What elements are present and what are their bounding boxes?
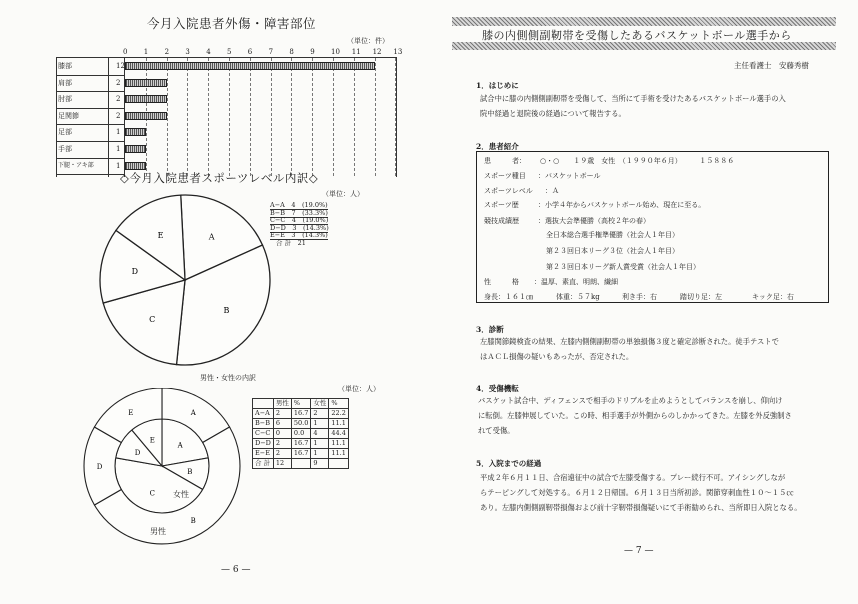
donut-outer-label: E [128, 408, 134, 417]
kick-foot: キック足：右 [752, 293, 794, 301]
bar-category-label: 膝部 [58, 62, 72, 70]
pie-slice-label: B [223, 305, 230, 315]
table-cell: 16.7 [291, 439, 310, 449]
table-cell: 女性 [311, 399, 329, 409]
donut-inner-label: 女性 [173, 490, 189, 499]
donut-inner-label: C [149, 489, 156, 498]
axis-tick: 11 [351, 48, 361, 56]
table-cell: 2 [311, 409, 329, 419]
title-band-top [452, 17, 836, 26]
table-cell: A−A [253, 409, 274, 419]
table-cell: C−C [253, 429, 274, 439]
axis-tick: 5 [227, 48, 232, 56]
table-cell [291, 459, 310, 469]
donut-inner-label: D [134, 448, 141, 457]
table-cell: 1 [311, 439, 329, 449]
level-value: ：Ａ [545, 187, 559, 195]
sports-table-row: C−C 4 (19.0%) [270, 216, 329, 224]
personality-label: 性 格 [484, 278, 519, 286]
table-cell: 50.0 [291, 419, 310, 429]
bar-category-label: 足部 [58, 128, 72, 137]
table-cell: 12 [273, 459, 291, 469]
donut-inner-label: B [187, 467, 193, 476]
results-2: 全日本総合選手権準優勝（社会人１年目） [546, 231, 679, 239]
takeoff-foot: 踏切り足：左 [680, 293, 722, 301]
bar [125, 112, 167, 120]
section-3-text [480, 334, 779, 364]
section-4-heading: 4．受傷機転 [476, 384, 519, 393]
s1-line-1: 試合中に膝の内側側副靭帯を受傷して、当所にて手術を受けたあるバスケットボール選手の入 [480, 94, 786, 103]
weight: 体重：５７kg [556, 293, 600, 301]
grid-line [354, 58, 355, 176]
grid-line [250, 58, 251, 176]
donut-inner-label: A [177, 441, 183, 450]
bar-value-label: 12 [116, 62, 125, 70]
s4-line-2: に転倒。左膝伸展していた。この時、相手選手が外側からのしかかってきた。左膝を外反強制さ [478, 411, 792, 420]
pie-slice-label: C [149, 315, 156, 325]
table-cell: D−D [253, 439, 274, 449]
sports-table-row: E−E 3 (14.3%) [270, 231, 328, 239]
bar-category-label: 手部 [58, 145, 72, 153]
table-cell: 6 [273, 419, 291, 429]
axis-tick: 10 [331, 48, 340, 56]
level-label: スポーツレベル [484, 187, 533, 195]
sport-label: スポーツ種目 [484, 172, 526, 180]
history-value: ：小学４年からバスケットボール始め、現在に至る。 [538, 201, 706, 209]
donut-outer-label: D [96, 463, 103, 471]
axis-tick: 0 [123, 48, 128, 56]
patient-info-box [476, 151, 829, 303]
bar-value-label: 2 [116, 78, 121, 87]
sport-value: ：バスケットボール [538, 172, 601, 180]
table-cell: B−B [253, 419, 274, 429]
history-label: スポーツ歴 [484, 201, 519, 209]
table-cell: 1 [311, 449, 329, 459]
results-label: 競技成績歴 [484, 217, 519, 225]
row-divider [56, 124, 124, 125]
table-cell: 9 [311, 459, 329, 469]
results-3: 第２３回日本リーグ３位（社会人１年目） [546, 247, 679, 255]
pie-slice-label: D [131, 267, 138, 277]
table-cell [329, 459, 348, 469]
row-divider [56, 174, 124, 175]
grid-line [187, 58, 188, 176]
table-cell: E−E [253, 449, 274, 459]
gender-table-row [253, 449, 349, 459]
s4-line-3: れて受傷。 [478, 426, 515, 435]
sports-level-title: ◇今月入院患者スポーツレベル内訳◇ [120, 171, 319, 185]
bar [125, 95, 167, 103]
section-5-text [480, 470, 802, 515]
sports-level-unit: （単位：人） [322, 190, 364, 198]
gender-table-row [253, 409, 349, 419]
gender-donut-chart [82, 388, 242, 548]
grid-line [208, 58, 209, 176]
s5-line-2: らテーピングして対処する。６月１２日帰国。６月１３日当所初診。関節穿刺血性１０〜１５㏄ [480, 488, 794, 497]
section-4-text [478, 393, 792, 438]
axis-tick: 3 [185, 48, 190, 56]
article-title: 膝の内側側副靭帯を受傷したあるバスケットボール選手から [482, 29, 792, 42]
s5-line-3: あり。左膝内側側副靭帯損傷および前十字靭帯損傷疑いにて手術勧められ、当所即日入院となる。 [480, 503, 802, 512]
axis-tick: 13 [393, 48, 403, 56]
section-1-text [480, 91, 786, 121]
bar [125, 62, 375, 70]
title-band-bottom [452, 42, 836, 50]
bar-category-label: 肩部 [58, 78, 72, 87]
row-divider [56, 141, 124, 142]
pie-slice-label: A [208, 232, 215, 242]
grid-line [312, 58, 313, 176]
injury-chart-unit: （単位：件） [347, 37, 389, 45]
section-2-heading: 2．患者紹介 [476, 142, 519, 151]
axis-tick: 8 [289, 48, 294, 56]
dominant-hand: 利き手：右 [622, 293, 657, 301]
pie-slice-label: E [157, 231, 164, 241]
table-cell: 44.4 [329, 429, 348, 439]
s5-line-1: 平成２年６月１１日、合宿遠征中の試合で左膝受傷する。プレー続行不可。アイシングしなが [480, 473, 786, 482]
table-cell: 0.0 [291, 429, 310, 439]
gender-table [252, 398, 349, 469]
table-cell: 16.7 [291, 409, 310, 419]
bar-category-label: 下腿・アキ部 [58, 161, 94, 169]
sports-table-row: B−B 7 (33.3%) [270, 208, 328, 217]
sports-level-pie [90, 190, 280, 370]
left-page-number: — 6 — [221, 565, 251, 575]
table-cell: 16.7 [291, 449, 310, 459]
axis-tick: 7 [268, 48, 274, 56]
sports-table-row: D−D 3 (14.3%) [270, 223, 329, 232]
right-page-number: — 7 — [624, 546, 654, 556]
author: 主任看護士 安藤秀樹 [734, 61, 809, 70]
results-1: ：選抜大会準優勝（高校２年の春） [538, 217, 650, 225]
table-cell [253, 399, 274, 409]
table-cell: 2 [273, 439, 291, 449]
bar-category-label: 足関節 [58, 111, 79, 120]
table-cell: 男性 [273, 399, 291, 409]
bar-value-label: 1 [116, 128, 121, 137]
grid-line [229, 58, 230, 176]
patient-name-value: ○・○ １９歳 女性 （１９９０年６月） １５８８６ [540, 157, 735, 165]
grid-line [375, 58, 376, 176]
donut-inner-label: E [149, 436, 155, 445]
axis-tick: 6 [247, 48, 253, 56]
bar-category-label: 肘部 [58, 95, 72, 104]
row-divider [56, 158, 124, 159]
axis-tick: 1 [143, 48, 149, 56]
row-divider [56, 108, 124, 109]
bar [125, 79, 167, 87]
gender-title: 男性・女性の内訳 [200, 374, 256, 382]
bar [125, 128, 146, 136]
table-cell: 11.1 [329, 439, 348, 449]
donut-outer-label: A [190, 408, 196, 417]
section-3-heading: 3．診断 [476, 325, 504, 334]
table-cell: 1 [311, 419, 329, 429]
sports-table-total: 合 計 21 [276, 238, 306, 247]
axis-tick: 9 [310, 48, 315, 56]
grid-line [291, 58, 292, 176]
bar-value-label: 2 [116, 95, 121, 104]
table-cell: 11.1 [329, 449, 348, 459]
gender-table-row [253, 419, 349, 429]
s3-line-2: はＡＣＬ損傷の疑いもあったが、否定された。 [480, 352, 634, 361]
table-cell: 2 [273, 449, 291, 459]
table-cell: 22.2 [329, 409, 348, 419]
bar-value-label: 1 [116, 145, 121, 153]
results-4: 第２３回日本リーグ新人賞受賞（社会人１年目） [546, 263, 700, 271]
injury-chart-title: 今月入院患者外傷・障害部位 [147, 16, 317, 31]
table-cell: % [329, 399, 348, 409]
bar [125, 145, 146, 153]
personality-value: ：温厚、素直、明朗、繊細 [534, 278, 618, 286]
gender-unit: （単位：人） [338, 385, 380, 393]
axis-tick: 2 [164, 48, 170, 56]
axis-tick: 4 [206, 48, 211, 56]
gender-table-row [253, 429, 349, 439]
grid-line [271, 58, 272, 176]
bar-value-label: 1 [116, 161, 121, 170]
table-cell: 11.1 [329, 419, 348, 429]
gender-table-total [253, 459, 349, 469]
donut-outer-label: 男性 [150, 527, 166, 536]
grid-line [167, 58, 168, 176]
axis-tick: 12 [372, 48, 382, 56]
row-divider [56, 75, 124, 76]
table-cell: 合 計 [253, 459, 274, 469]
table-cell: 4 [311, 429, 329, 439]
height: 身長：１６１㎝ [484, 293, 533, 301]
grid-line [395, 58, 396, 176]
s3-line-1: 左膝関節鏡検査の結果、左膝内側側副靭帯の単独損傷３度と確定診断された。徒手テストで [480, 337, 779, 346]
patient-name-label: 患 者： [484, 157, 526, 165]
donut-outer-label: B [190, 517, 196, 526]
s4-line-1: バスケット試合中、ディフェンスで相手のドリブルを止めようとしてバランスを崩し、仰向け [478, 396, 783, 405]
bar-value-label: 2 [116, 111, 121, 120]
table-cell: 2 [273, 409, 291, 419]
sports-table-row: A−A 4 (19.0%) [270, 201, 328, 209]
section-5-heading: 5．入院までの経過 [476, 459, 542, 468]
table-cell: % [291, 399, 310, 409]
row-divider [56, 91, 124, 92]
gender-table-header [253, 399, 349, 409]
table-cell: 0 [273, 429, 291, 439]
grid-line [333, 58, 334, 176]
section-1-heading: 1．はじめに [476, 81, 519, 90]
gender-table-row [253, 439, 349, 449]
bar [125, 162, 146, 170]
s1-line-2: 院中経過と退院後の経過について報告する。 [480, 109, 626, 118]
